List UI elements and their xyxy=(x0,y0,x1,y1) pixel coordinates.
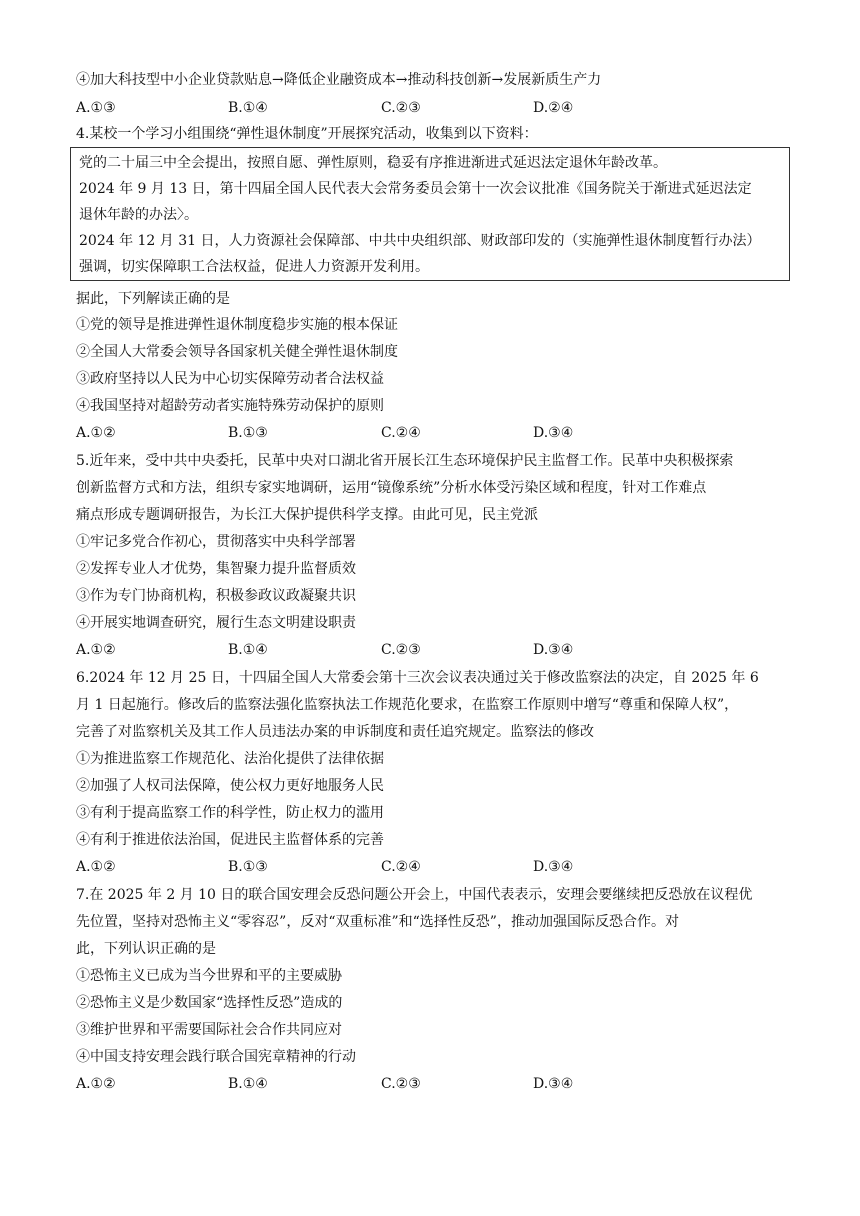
q6-option-a[interactable]: A.①② xyxy=(76,859,116,875)
q6-options xyxy=(76,857,786,877)
q7-stem-line: 此，下列认识正确的是 xyxy=(76,941,216,957)
q6-item-4: ④有利于推进依法治国，促进民主监督体系的完善 xyxy=(76,832,384,848)
q5-item-4: ④开展实地调查研究，履行生态文明建设职责 xyxy=(76,615,356,631)
q5-option-d[interactable]: D.③④ xyxy=(533,642,574,658)
q7-item-1: ①恐怖主义已成为当今世界和平的主要威胁 xyxy=(76,968,342,984)
q4-option-c[interactable]: C.②④ xyxy=(381,425,421,441)
q5-options xyxy=(76,640,786,660)
q6-item-1: ①为推进监察工作规范化、法治化提供了法律依据 xyxy=(76,751,384,767)
q4-material-line: 2024 年 12 月 31 日，人力资源社会保障部、中共中央组织部、财政部印发的（实施弹性退休制度暂行办法） xyxy=(79,233,761,249)
q4-item-1: ①党的领导是推进弹性退休制度稳步实施的根本保证 xyxy=(76,317,398,333)
q4-option-a[interactable]: A.①② xyxy=(76,425,116,441)
q6-option-c[interactable]: C.②④ xyxy=(381,859,421,875)
q5-option-b[interactable]: B.①④ xyxy=(228,642,268,658)
q6-item-3: ③有利于提高监察工作的科学性，防止权力的滥用 xyxy=(76,805,384,821)
q4-option-d[interactable]: D.③④ xyxy=(533,425,574,441)
q4-material-line: 党的二十届三中全会提出，按照自愿、弹性原则，稳妥有序推进渐进式延迟法定退休年龄改革。 xyxy=(79,155,667,171)
q7-item-4: ④中国支持安理会践行联合国宪章精神的行动 xyxy=(76,1049,356,1065)
q3-option-b[interactable]: B.①④ xyxy=(228,100,268,116)
q5-item-2: ②发挥专业人才优势，集智聚力提升监督质效 xyxy=(76,561,356,577)
q4-item-4: ④我国坚持对超龄劳动者实施特殊劳动保护的原则 xyxy=(76,398,384,414)
q4-question: 据此，下列解读正确的是 xyxy=(76,291,230,307)
q7-stem-line: 先位置，坚持对恐怖主义“零容忍”，反对“双重标准”和“选择性反恐”，推动加强国际反恐合作。对 xyxy=(76,914,679,930)
q7-option-b[interactable]: B.①④ xyxy=(228,1076,268,1092)
q4-options xyxy=(76,423,786,443)
q7-option-c[interactable]: C.②③ xyxy=(381,1076,421,1092)
q4-material-line: 退休年龄的办法〉。 xyxy=(79,207,198,223)
q5-option-c[interactable]: C.②③ xyxy=(381,642,421,658)
q4-material-line: 2024 年 9 月 13 日，第十四届全国人民代表大会常务委员会第十一次会议批准《国务院关于渐进式延迟法定 xyxy=(79,181,752,197)
q5-stem-line: 5.近年来，受中共中央委托，民革中央对口湖北省开展长江生态环境保护民主监督工作。民革中央积极探索 xyxy=(76,453,734,469)
q7-options xyxy=(76,1074,786,1094)
q5-stem-line: 创新监督方式和方法，组织专家实地调研，运用“镜像系统”分析水体受污染区域和程度，针对工作难点 xyxy=(76,480,707,496)
q5-option-a[interactable]: A.①② xyxy=(76,642,116,658)
q3-option-a[interactable]: A.①③ xyxy=(76,100,116,116)
q3-option-c[interactable]: C.②③ xyxy=(381,100,421,116)
q4-material-box xyxy=(70,147,790,281)
q5-item-1: ①牢记多党合作初心，贯彻落实中央科学部署 xyxy=(76,534,356,550)
q6-option-d[interactable]: D.③④ xyxy=(533,859,574,875)
q3-item-4: ④加大科技型中小企业贷款贴息→降低企业融资成本→推动科技创新→发展新质生产力 xyxy=(76,72,602,88)
q7-item-3: ③维护世界和平需要国际社会合作共同应对 xyxy=(76,1022,342,1038)
q4-item-3: ③政府坚持以人民为中心切实保障劳动者合法权益 xyxy=(76,371,384,387)
q4-option-b[interactable]: B.①③ xyxy=(228,425,268,441)
q7-option-d[interactable]: D.③④ xyxy=(533,1076,574,1092)
q6-stem-line: 完善了对监察机关及其工作人员违法办案的申诉制度和责任追究规定。监察法的修改 xyxy=(76,724,594,740)
q4-material-line: 强调，切实保障职工合法权益，促进人力资源开发利用。 xyxy=(79,259,429,275)
q5-item-3: ③作为专门协商机构，积极参政议政凝聚共识 xyxy=(76,588,356,604)
q3-options xyxy=(76,98,786,118)
q7-item-2: ②恐怖主义是少数国家“选择性反恐”造成的 xyxy=(76,995,343,1011)
q6-stem-line: 6.2024 年 12 月 25 日，十四届全国人大常委会第十三次会议表决通过关于修改监察法的决定，自 2025 年 6 xyxy=(76,670,759,686)
q4-stem: 4.某校一个学习小组围绕“弹性退休制度”开展探究活动，收集到以下资料： xyxy=(76,126,538,142)
q3-option-d[interactable]: D.②④ xyxy=(533,100,574,116)
q6-item-2: ②加强了人权司法保障，使公权力更好地服务人民 xyxy=(76,778,384,794)
q6-stem-line: 月 1 日起施行。修改后的监察法强化监察执法工作规范化要求，在监察工作原则中增写“尊重和保障人权”， xyxy=(76,697,739,713)
q4-item-2: ②全国人大常委会领导各国家机关健全弹性退休制度 xyxy=(76,344,398,360)
q7-option-a[interactable]: A.①② xyxy=(76,1076,116,1092)
q5-stem-line: 痛点形成专题调研报告，为长江大保护提供科学支撑。由此可见，民主党派 xyxy=(76,507,538,523)
q6-option-b[interactable]: B.①③ xyxy=(228,859,268,875)
q7-stem-line: 7.在 2025 年 2 月 10 日的联合国安理会反恐问题公开会上，中国代表表示，安理会要继续把反恐放在议程优 xyxy=(76,887,753,903)
